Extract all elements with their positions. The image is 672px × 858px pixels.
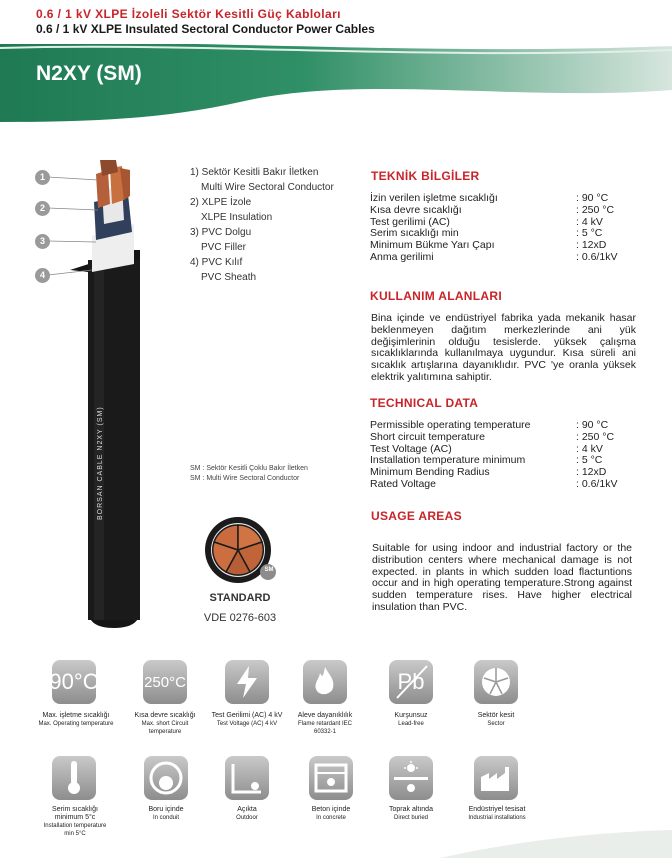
conduit-icon [144, 756, 188, 800]
cross-section-image [202, 514, 280, 584]
icon-caption: Serim sıcaklığı minimum 5°c Installation temperature min 5°C [43, 806, 107, 837]
title-turkish: 0.6 / 1 kV XLPE İzoleli Sektör Kesitli Güç Kabloları [36, 7, 341, 21]
teknik-row: Anma gerilimi : 0.6/1kV [370, 250, 618, 263]
buried-icon [389, 756, 433, 800]
part-1-tr: 1) Sektör Kesitli Bakır İletken [190, 167, 319, 178]
marker-4: 4 [35, 268, 50, 283]
teknik-row: İzin verilen işletme sıcaklığı : 90 °C [370, 192, 609, 204]
part-4-tr: 4) PVC Kılıf [190, 257, 243, 268]
teknik-row: Test gerilimi (AC) : 4 kV [370, 215, 603, 228]
concrete-icon [309, 756, 353, 800]
marker-2: 2 [35, 201, 50, 216]
industrial-icon [474, 756, 518, 800]
teknik-row: Kısa devre sıcaklığı : 250 °C [370, 203, 615, 216]
cable-print-text: BORSAN CABLE N2XY (SM) [97, 406, 104, 520]
icon-caption: Aleve dayanıklılık Flame retardant IEC 60332-1 [297, 712, 353, 735]
sm-note-en: SM : Multi Wire Sectoral Conductor [190, 475, 300, 482]
icon-caption: Endüstriyel tesisat Industrial installations [468, 806, 526, 821]
marker-1: 1 [35, 170, 50, 185]
sm-note [190, 464, 308, 484]
lightning-icon [225, 660, 269, 704]
product-code: N2XY (SM) [36, 62, 142, 85]
part-2-en: XLPE Insulation [201, 212, 273, 223]
standard-label: STANDARD [209, 592, 271, 604]
thermometer-icon [52, 756, 96, 800]
part-3-en: PVC Filler [201, 242, 247, 253]
icon-caption: Sektör kesit Sector [477, 712, 515, 727]
footer-swoosh [440, 830, 672, 858]
technical-row: Minimum Bending Radius : 12xD [370, 466, 607, 479]
icon-caption: Beton içinde In concrete [311, 806, 351, 821]
icon-caption: Toprak altında Direct buried [389, 806, 433, 821]
marker-3: 3 [35, 234, 50, 249]
flame-icon [303, 660, 347, 704]
technical-row: Test Voltage (AC) : 4 kV [370, 442, 603, 455]
standard-code: VDE 0276-603 [203, 612, 277, 624]
usage-title: USAGE AREAS [371, 509, 462, 523]
part-3-tr: 3) PVC Dolgu [190, 227, 252, 238]
temp-90-icon: 90°C [52, 660, 96, 704]
part-1-en: Multi Wire Sectoral Conductor [201, 182, 334, 193]
temp-250-icon: 250°C [143, 660, 187, 704]
icon-caption: Boru içinde In conduit [148, 806, 184, 821]
sm-note-tr: SM : Sektör Kesitli Çoklu Bakır İletken [190, 465, 308, 472]
icon-caption: Kurşunsuz Lead-free [394, 712, 428, 727]
usage-text: Suitable for using indoor and industrial factory or the distribution centers where mechanical damage is not expected. in plants in which sudden load flactuntions occur and in high operating temperature.Strong against sudden temperature rises. Have higher electrical insulation than PVC. [372, 542, 632, 613]
technical-table [370, 420, 617, 491]
sm-badge: SM [264, 567, 274, 573]
sector-icon [474, 660, 518, 704]
part-4-en: PVC Sheath [201, 272, 257, 283]
icon-caption: Kısa devre sıcaklığı Max. short Circuit temperature [134, 712, 196, 735]
title-english: 0.6 / 1 kV XLPE Insulated Sectoral Conductor Power Cables [36, 22, 375, 36]
technical-row: Installation temperature minimum : 5 °C [370, 454, 603, 467]
teknik-row: Minimum Bükme Yarı Çapı : 12xD [370, 239, 607, 252]
cable-illustration [36, 160, 186, 630]
teknik-table [370, 193, 617, 264]
teknik-row: Serim sıcaklığı min : 5 °C [370, 227, 603, 240]
part-2-tr: 2) XLPE İzole [190, 197, 252, 208]
teknik-title: TEKNİK BİLGİLER [371, 169, 480, 183]
parts-list [190, 166, 334, 286]
technical-row: Permissible operating temperature : 90 °C [370, 419, 609, 431]
icon-caption: Test Gerilimi (AC) 4 kV Test Voltage (AC) 4 kV [211, 712, 283, 727]
technical-row: Rated Voltage : 0.6/1kV [370, 477, 618, 490]
kullanim-title: KULLANIM ALANLARI [370, 289, 502, 303]
icon-caption: Max. işletme sıcaklığı Max. Operating temperature [38, 712, 114, 727]
outdoor-icon [225, 756, 269, 800]
technical-row: Short circuit temperature : 250 °C [370, 430, 615, 443]
technical-title: TECHNICAL DATA [370, 396, 479, 410]
kullanim-text: Bina içinde ve endüstriyel fabrika yada mekanik hasar beklenmeyen dağıtım merkezlerinde ani yük değişimlerinin olduğu tesislerde. yüksek çalışma sıcaklıklarında kullanılmaya uygundur. Kısa süreli ani sıcaklık artışlarına dayanıklıdır. PVC 'ye oranla yüksek elektrik yalıtımına sahiptir. [371, 312, 636, 383]
icon-caption: Açıkta Outdoor [236, 806, 258, 821]
lead-free-icon: Pb [389, 660, 433, 704]
